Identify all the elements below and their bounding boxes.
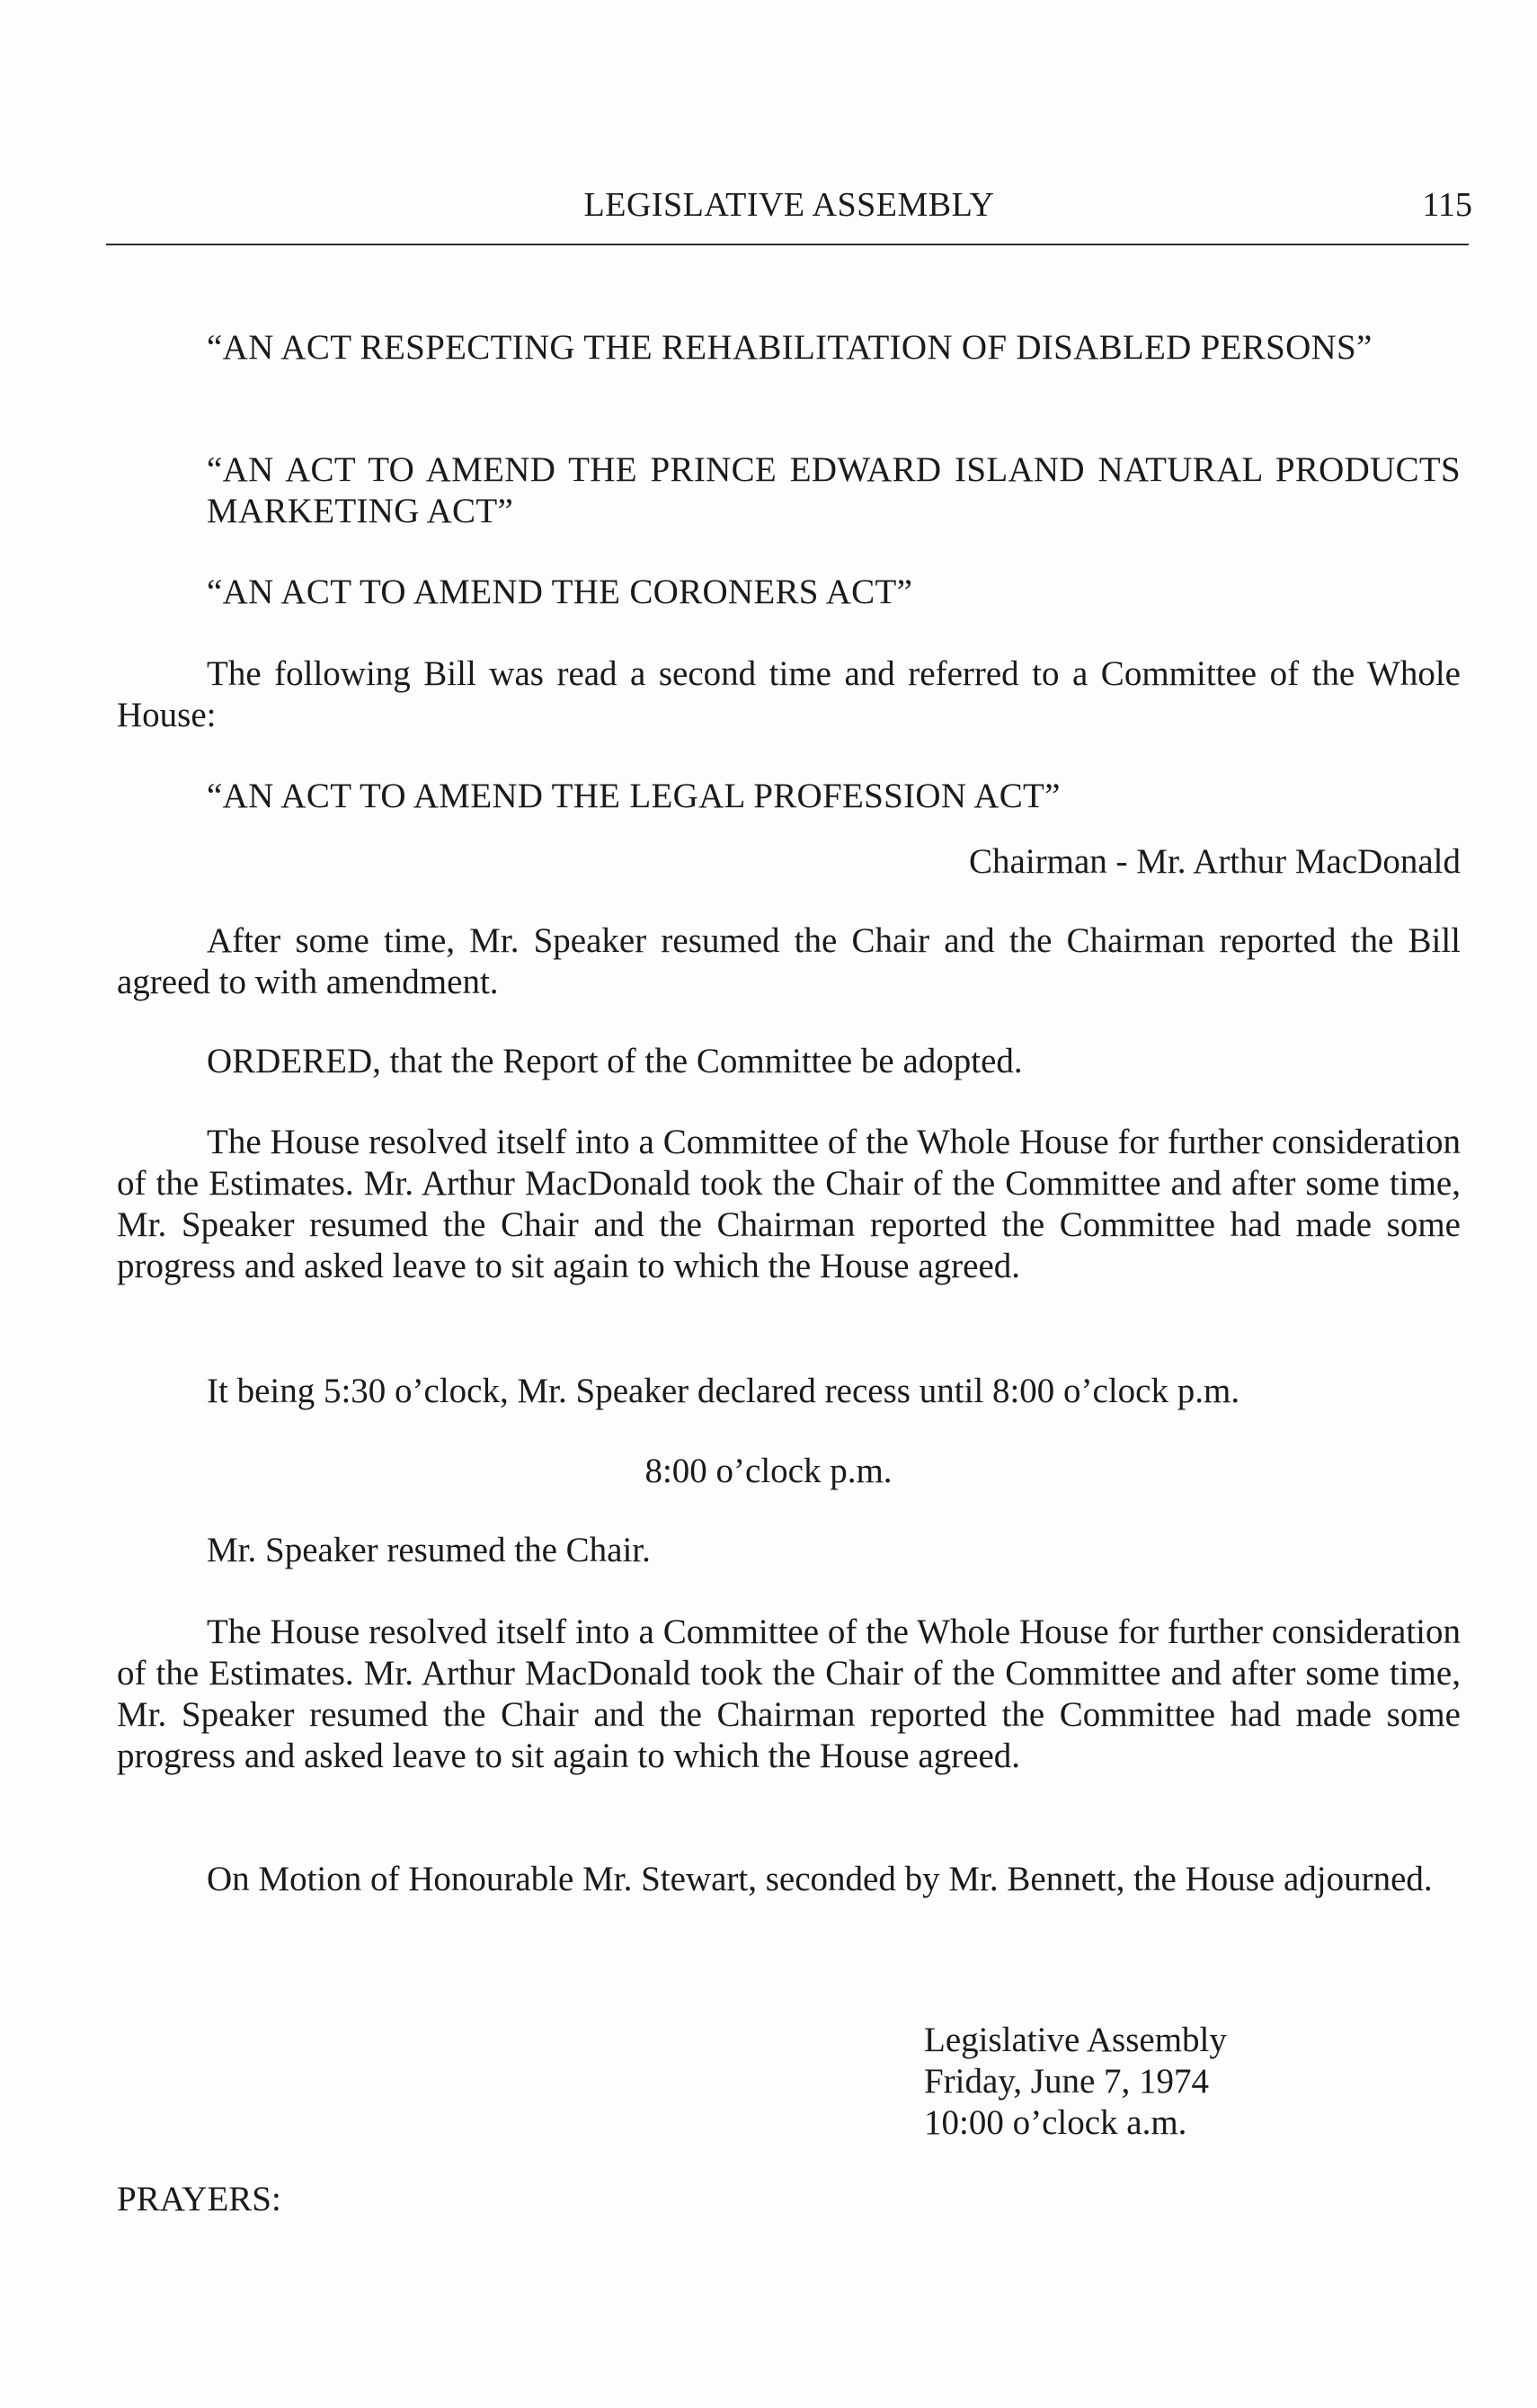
paragraph-ordered: ORDERED, that the Report of the Committee be adopted.	[207, 1042, 1023, 1080]
next-sitting-time: 10:00 o’clock a.m.	[924, 2103, 1187, 2142]
paragraph-recess: It being 5:30 o’clock, Mr. Speaker declared recess until 8:00 o’clock p.m.	[207, 1372, 1240, 1410]
paragraph-adjourned: On Motion of Honourable Mr. Stewart, seconded by Mr. Bennett, the House adjourned.	[207, 1860, 1433, 1898]
next-sitting-body: Legislative Assembly	[924, 2021, 1227, 2059]
committee-chairman: Chairman - Mr. Arthur MacDonald	[969, 842, 1461, 881]
next-sitting-date: Friday, June 7, 1974	[924, 2062, 1210, 2101]
act-title-legal-profession: “AN ACT TO AMEND THE LEGAL PROFESSION ACT”	[207, 777, 1061, 815]
page-header	[106, 184, 1472, 238]
evening-sitting-time: 8:00 o’clock p.m.	[644, 1452, 893, 1490]
header-rule	[106, 244, 1469, 245]
paragraph-estimates-second: The House resolved itself into a Committee of the Whole House for further consideration of the Estimates. Mr. Arthur MacDonald took the Chair of the Committee and after some time, Mr. Speaker resumed the Chair and the Chairman reported the Committee had made some progress and asked leave to sit again to which the House agreed.	[117, 1613, 1461, 1775]
paragraph-speaker-resumed: Mr. Speaker resumed the Chair.	[207, 1531, 651, 1569]
act-title-coroners: “AN ACT TO AMEND THE CORONERS ACT”	[207, 573, 913, 611]
act-title-rehabilitation: “AN ACT RESPECTING THE REHABILITATION OF DISABLED PERSONS”	[207, 328, 1373, 367]
second-reading-intro: The following Bill was read a second time and referred to a Committee of the Whole House:	[117, 654, 1461, 734]
page-number: 115	[1422, 186, 1472, 224]
paragraph-bill-agreed: After some time, Mr. Speaker resumed the Chair and the Chairman reported the Bill agreed to with amendment.	[117, 921, 1461, 1001]
act-title-natural-products: “AN ACT TO AMEND THE PRINCE EDWARD ISLAND NATURAL PRODUCTS MARKETING ACT”	[207, 450, 1461, 530]
paragraph-estimates-first: The House resolved itself into a Committee of the Whole House for further consideration of the Estimates. Mr. Arthur MacDonald took the Chair of the Committee and after some time, Mr. Speaker resumed the Chair and the Chairman reported the Committee had made some progress and asked leave to sit again to which the House agreed.	[117, 1123, 1461, 1285]
next-sitting-heading	[924, 2020, 1463, 2144]
prayers-heading: PRAYERS:	[117, 2180, 281, 2218]
running-head: LEGISLATIVE ASSEMBLY	[583, 186, 995, 224]
